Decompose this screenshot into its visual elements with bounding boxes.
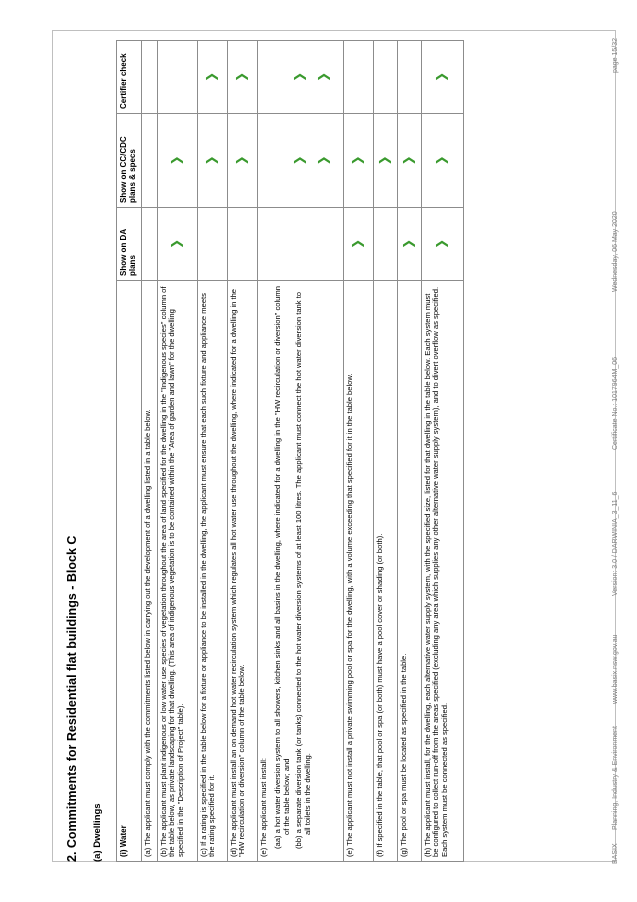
table-row [227, 41, 257, 862]
check-icon: ❯ [434, 71, 449, 83]
sub-item-aa: (aa) a hot water diversion system to all showers, kitchen sinks and all basins in the dwelling, where indicated for a dwelling in the "HW recirculation or diversion" column of the table below; and [273, 286, 291, 849]
table-row [157, 41, 197, 862]
check-icon: ❯ [401, 238, 416, 250]
header-certifier: Certifier check [117, 41, 142, 114]
table-row [421, 41, 463, 862]
row-text: (g) The pool or spa must be located as specified in the table. [397, 281, 421, 862]
table-row [397, 41, 421, 862]
check-icon: ❯ [169, 155, 184, 166]
footer-page: page 15/32 [612, 37, 619, 73]
row-text: (e) The applicant must install: [258, 757, 268, 857]
page-title: 2. Commitments for Residential flat buildings - Block C [65, 535, 79, 862]
table-row [343, 41, 373, 862]
row-text: (b) The applicant must plant indigenous or low water use species of vegetation throughout the area of land specified for the dwelling in the "Indigenous species" column of the table below, as private landscaping for that dwelling. (This area of indigenous vegetation is to be contained within the "Area of garden and lawn" for the dwelling specified in the "Description of Project" table). [157, 281, 197, 862]
header-cc-cdc: Show on CC/CDC plans & specs [117, 114, 142, 208]
footer-date: Wednesday, 06 May 2020 [612, 211, 619, 292]
footer-url: www.basix.nsw.gov.au [612, 634, 619, 704]
check-icon: ❯ [292, 71, 307, 83]
table-row [197, 41, 227, 862]
page-footer [612, 37, 626, 864]
check-icon: ❯ [234, 71, 249, 83]
row-text: (d) The applicant must install an on demand hot water recirculation system which regulates all hot water use throughout the dwelling, where indicated for a dwelling in the "HW recirculation or diversion" column of the table below. [227, 281, 257, 862]
row-text: (h) The applicant must install, for the dwelling, each alternative water supply system, with the specified size, listed for that dwelling in the table below. Each system must be configured to collect run-off from the areas specified (excluding any area which supplies any other alternative water supply system), and to divert overflow as specified. Each system must be connected as specified. [421, 281, 463, 862]
table-row [141, 41, 157, 862]
check-icon: ❯ [292, 155, 307, 166]
sub-item-bb: (bb) a separate diversion tank (or tanks) connected to the hot water diversion systems of at least 100 litres. The applicant must connect the hot water diversion tank to all toilets in the dwelling. [294, 291, 312, 849]
header-da-plans: Show on DA plans [117, 208, 142, 281]
commitments-table [116, 40, 464, 862]
footer-version: Version: 3.0 / DARWINIA_3_11_6 [612, 491, 619, 596]
row-text: (c) If a rating is specified in the table below for a fixture or appliance to be installed in the dwelling, the applicant must ensure that each such fixture and appliance meets the rating specified for it. [197, 281, 227, 862]
check-icon: ❯ [350, 238, 365, 250]
table-row [257, 41, 343, 862]
footer-org: Planning, Industry & Environment [612, 726, 619, 830]
header-commitment: (i) Water [117, 281, 142, 862]
footer-certificate: Certificate No.: 1017964M_06 [612, 357, 619, 450]
check-icon: ❯ [401, 155, 416, 166]
check-icon: ❯ [204, 71, 219, 83]
check-icon: ❯ [377, 155, 392, 166]
check-icon: ❯ [316, 71, 331, 83]
check-icon: ❯ [204, 155, 219, 166]
row-text: (a) The applicant must comply with the commitments listed below in carrying out the development of a dwelling listed in a table below. [141, 281, 157, 862]
table-row [373, 41, 397, 862]
row-text: (f) If specified in the table, that pool or spa (or both) must have a pool cover or shading (or both). [373, 281, 397, 862]
check-icon: ❯ [169, 238, 184, 250]
table-header-row [117, 41, 142, 862]
check-icon: ❯ [350, 155, 365, 166]
check-icon: ❯ [434, 238, 449, 250]
section-subtitle: (a) Dwellings [92, 803, 103, 862]
row-text: (e) The applicant must not install a private swimming pool or spa for the dwelling, with a volume exceeding that specified for it in the table below. [343, 281, 373, 862]
check-icon: ❯ [234, 155, 249, 166]
check-icon: ❯ [434, 155, 449, 166]
check-icon: ❯ [316, 155, 331, 166]
footer-basix: BASIX [612, 843, 619, 864]
